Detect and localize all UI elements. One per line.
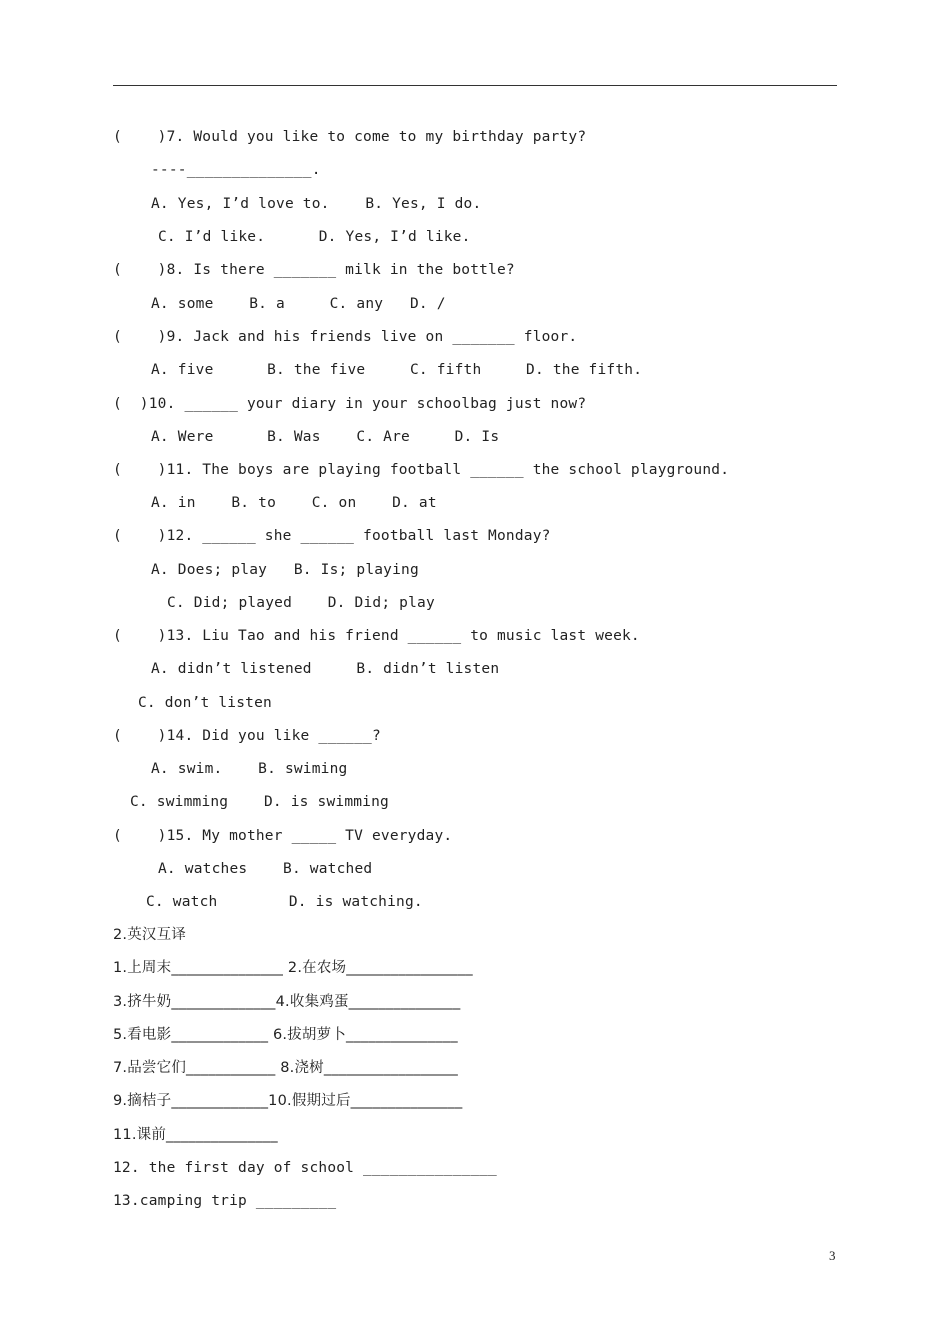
worksheet-line: C. don’t listen [138,695,272,711]
page-number: 3 [829,1248,836,1263]
worksheet-line: ( )13. Liu Tao and his friend ______ to music last week. [113,628,640,644]
worksheet-line: ( )14. Did you like ______? [113,728,381,744]
worksheet-line: ( )11. The boys are playing football ______ the school playground. [113,462,730,478]
worksheet-line: 11.课前_______________ [113,1127,278,1143]
worksheet-line: A. Yes, I’d love to. B. Yes, I do. [151,196,482,212]
worksheet-line: C. watch D. is watching. [146,894,423,910]
worksheet-line: A. watches B. watched [158,861,373,877]
worksheet-line: 7.品尝它们____________ 8.浇树__________________ [113,1060,458,1076]
worksheet-line: ( )8. Is there _______ milk in the bottle? [113,262,515,278]
worksheet-line: A. swim. B. swiming [151,761,348,777]
worksheet-line: ( )10. ______ your diary in your schoolbag just now? [113,396,587,412]
worksheet-line: C. swimming D. is swimming [130,794,389,810]
worksheet-line: 5.看电影_____________ 6.拔胡萝卜_______________ [113,1027,458,1043]
worksheet-line: 9.摘桔子_____________10.假期过后_______________ [113,1093,463,1109]
worksheet-line: C. I’d like. D. Yes, I’d like. [158,229,471,245]
worksheet-line: 12. the first day of school _______________ [113,1160,497,1176]
worksheet-line: ( )12. ______ she ______ football last Monday? [113,528,551,544]
worksheet-line: A. five B. the five C. fifth D. the fifth. [151,362,643,378]
header-rule [113,85,837,86]
worksheet-line: A. Does; play B. Is; playing [151,562,419,578]
worksheet-line: ( )7. Would you like to come to my birthday party? [113,129,587,145]
worksheet-line: A. didn’t listened B. didn’t listen [151,661,500,677]
worksheet-line: 3.挤牛奶______________4.收集鸡蛋_______________ [113,994,461,1010]
worksheet-line: A. in B. to C. on D. at [151,495,437,511]
worksheet-line: ----______________. [151,162,321,178]
worksheet-line: ( )9. Jack and his friends live on _______ floor. [113,329,578,345]
worksheet-line: 1.上周末_______________ 2.在农场_________________ [113,960,473,976]
worksheet-line: A. Were B. Was C. Are D. Is [151,429,500,445]
worksheet-line: C. Did; played D. Did; play [167,595,435,611]
worksheet-line: 13.camping trip _________ [113,1193,337,1209]
worksheet-line: 2.英汉互译 [113,927,187,943]
worksheet-line: A. some B. a C. any D. / [151,296,446,312]
worksheet-line: ( )15. My mother _____ TV everyday. [113,828,453,844]
